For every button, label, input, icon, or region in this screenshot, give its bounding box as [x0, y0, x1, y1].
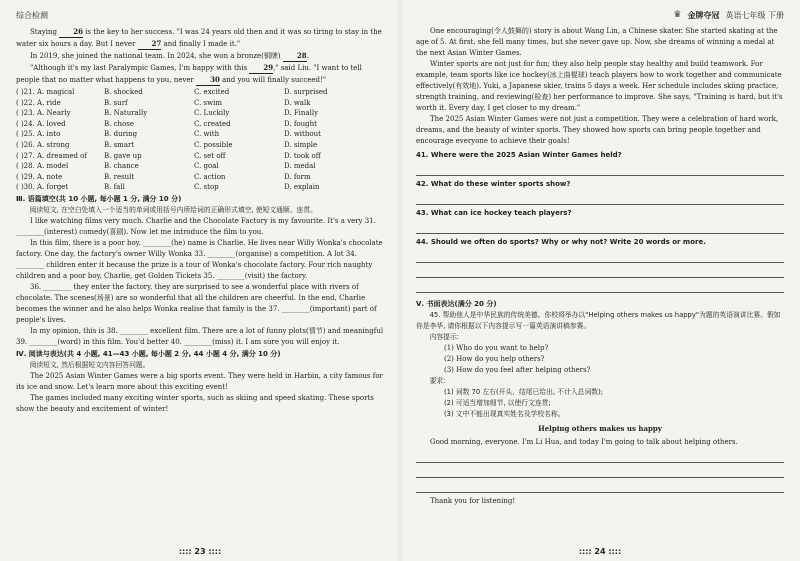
question-44: 44. Should we often do sports? Why or why not? Write 20 words or more.	[416, 238, 706, 246]
option-row: ( )21. A. magical B. shocked C. excited D. surprised	[16, 88, 328, 96]
question-43: 43. What can ice hockey teach players?	[416, 209, 572, 217]
story-para-1: One encouraging(令人鼓舞的) story is about Wang Lin, a Chinese skater. She started skating at the age of 5. At first, she fell many times, but she never gave up. Now, she dreams of winning a medal at the next Asian Winter Games.	[416, 27, 778, 57]
option-row: ( )24. A. loved B. chose C. created D. fought	[16, 119, 317, 128]
prompt-1: (1) Who do you want to help?	[444, 344, 549, 352]
essay-end: Thank you for listening!	[430, 497, 516, 505]
section-4-instructions: 阅读短文, 然后根据短文内容回答问题。	[29, 360, 150, 369]
option-row: ( )29. A. note B. result C. action D. form	[16, 172, 311, 181]
blank-26: 26	[59, 26, 83, 38]
writing-task-intro: 45. 帮助他人是中华民族的传统美德。你校将举办以"Helping others makes us happy"为题的英语演讲比赛。假如你是李华, 请你根据以下内容提示写一篇英语演讲稿参赛。	[416, 311, 781, 330]
section-label: 综合检测	[16, 11, 48, 20]
right-header	[416, 10, 784, 26]
passage-para-1: Staying 26 is the key to her success. "I was 24 years old then and it was so tiring to stay in the water six hours a day. But I never 27 and finally I made it."	[16, 27, 382, 48]
section-5-title: Ⅴ. 书面表达(满分 20 分)	[416, 300, 497, 308]
answer-line[interactable]	[416, 278, 784, 293]
crown-icon: ♛	[673, 10, 682, 20]
requirement-3: (3) 文中不能出现真实姓名及学校名称。	[444, 410, 565, 418]
prompt-3: (3) How do you feel after helping others?	[444, 366, 591, 374]
passage-para-2: In 2019, she joined the national team. In 2024, she won a bronze(铜牌) 28.	[30, 51, 309, 60]
section-4-title: Ⅳ. 阅读与表达(共 4 小题, 41—43 小题, 每小题 2 分, 44 小题 4 分, 满分 10 分)	[16, 349, 281, 358]
writing-line[interactable]	[416, 463, 784, 478]
answer-line[interactable]	[416, 248, 784, 263]
option-row: ( )25. A. into B. during C. with D. without	[16, 130, 321, 139]
film-para-4: In my opinion, this is 38. ________ excellent film. There are a lot of funny plots(情节) and meaningful 39. ________(word) in this film. You'd better 40. ________(miss) it. I am sure you will enjoy it.	[16, 326, 384, 346]
option-row: ( )30. A. forget B. fall C. stop D. explain	[16, 183, 320, 192]
answer-line[interactable]	[416, 219, 784, 234]
question-42: 42. What do these winter sports show?	[416, 180, 571, 188]
option-row: ( )23. A. Nearly B. Naturally C. Luckily D. Finally	[16, 109, 319, 118]
film-para-3: 36. ________ they enter the factory, they are surprised to see a wonderful place with rivers of chocolate. The scenes(场景) are so wonderful that all the children are cheerful. In the end, Charlie becomes the winner and he also helps Wonka realise that family is the 37. ________(important) part of people's lives.	[16, 282, 377, 324]
right-page	[400, 0, 800, 561]
blank-30: 30	[196, 74, 220, 86]
section-3-instructions: 阅读短文, 在空白处填入一个适当的单词或用括号内所给词的正确形式填空, 使短文通顺、连贯。	[29, 205, 317, 214]
content-label: 内容提示:	[429, 333, 460, 341]
story-para-3: The 2025 Asian Winter Games were not just a competition. They were a celebration of hard work, dreams, and the beauty of winter sports. They showed how sports can bring people together and encourage everyone to achieve their goals!	[416, 115, 779, 145]
brand-label: 金牌夺冠	[687, 11, 720, 20]
options-list	[16, 87, 384, 193]
prompt-2: (2) How do you help others?	[444, 355, 545, 363]
film-para-1: I like watching films very much. Charlie and the Chocolate Factory is my favourite. It's a very 31. ________(interest) comedy(喜剧). Now let me introduce the film to you.	[16, 216, 376, 236]
passage-para-3: "Although it's my last Paralympic Games, I'm happy with this 29," said Liu. "I want to tell people that no matter what happens to you, never 30 and you will finally succeed!"	[16, 63, 362, 84]
page-number-left: :::: 23 ::::	[178, 547, 222, 556]
requirement-2: (2) 可适当增加细节, 以使行文连贯;	[444, 399, 551, 407]
answer-line[interactable]	[416, 190, 784, 205]
page-number-right: :::: 24 ::::	[578, 547, 622, 556]
writing-line[interactable]	[416, 448, 784, 463]
essay-start: Good morning, everyone. I'm Li Hua, and today I'm going to talk about helping others.	[430, 438, 738, 446]
games-para-1: The 2025 Asian Winter Games were a big sports event. They were held in Harbin, a city famous for its ice and snow. Let's learn more about this exciting event!	[16, 371, 383, 391]
option-row: ( )28. A. model B. chance C. goal D. medal	[16, 162, 316, 171]
blank-28: 28	[283, 50, 307, 62]
option-row: ( )22. A. ride B. surf C. swim D. walk	[16, 98, 311, 107]
section-3-title: Ⅲ. 语篇填空(共 10 小题, 每小题 1 分, 满分 10 分)	[16, 194, 182, 203]
question-41: 41. Where were the 2025 Asian Winter Games held?	[416, 151, 622, 159]
games-para-2: The games included many exciting winter sports, such as skiing and speed skating. These sports show the beauty and excitement of winter!	[16, 393, 374, 413]
option-row: ( )27. A. dreamed of B. gave up C. set off D. took off	[16, 151, 321, 160]
requirement-1: (1) 词数 70 左右(开头、结尾已给出, 不计入总词数);	[444, 388, 604, 396]
option-row: ( )26. A. strong B. smart C. possible D. simple	[16, 140, 318, 149]
blank-29: 29	[249, 62, 273, 74]
answer-line[interactable]	[416, 161, 784, 176]
essay-title: Helping others makes us happy	[538, 424, 662, 433]
film-para-2: In this film, there is a poor boy. ________(he) name is Charlie. He lives near Willy Wonka's chocolate factory. One day, the factory's owner Willy Wonka 33. ________(organise) a competition. A lot 34. ________ children enter it because the prize is a tour of Wonka's chocolate factory. Four rich naughty children and a poor boy, Charlie, get Golden Tickets 35. ________(visit) the factory.	[16, 238, 383, 280]
left-header	[16, 10, 384, 26]
writing-line[interactable]	[416, 478, 784, 493]
story-para-2: Winter sports are not just for fun; they also help people stay healthy and build teamwork. For example, team sports like ice hockey(冰上曲棍球) teach players how to work together and communicate effectively(有效地). Yuki, a Japanese skier, trains 5 days a week. Her schedule includes skiing practice, strength training, and reviewing(检查) her performance to improve. She says, "Training is hard, but it's worth it. Every day, I get closer to my dream."	[416, 60, 783, 112]
requirements-label: 要求:	[429, 377, 446, 385]
grade-label: 英语七年级 下册	[725, 11, 784, 20]
answer-line[interactable]	[416, 263, 784, 278]
blank-27: 27	[138, 38, 162, 50]
